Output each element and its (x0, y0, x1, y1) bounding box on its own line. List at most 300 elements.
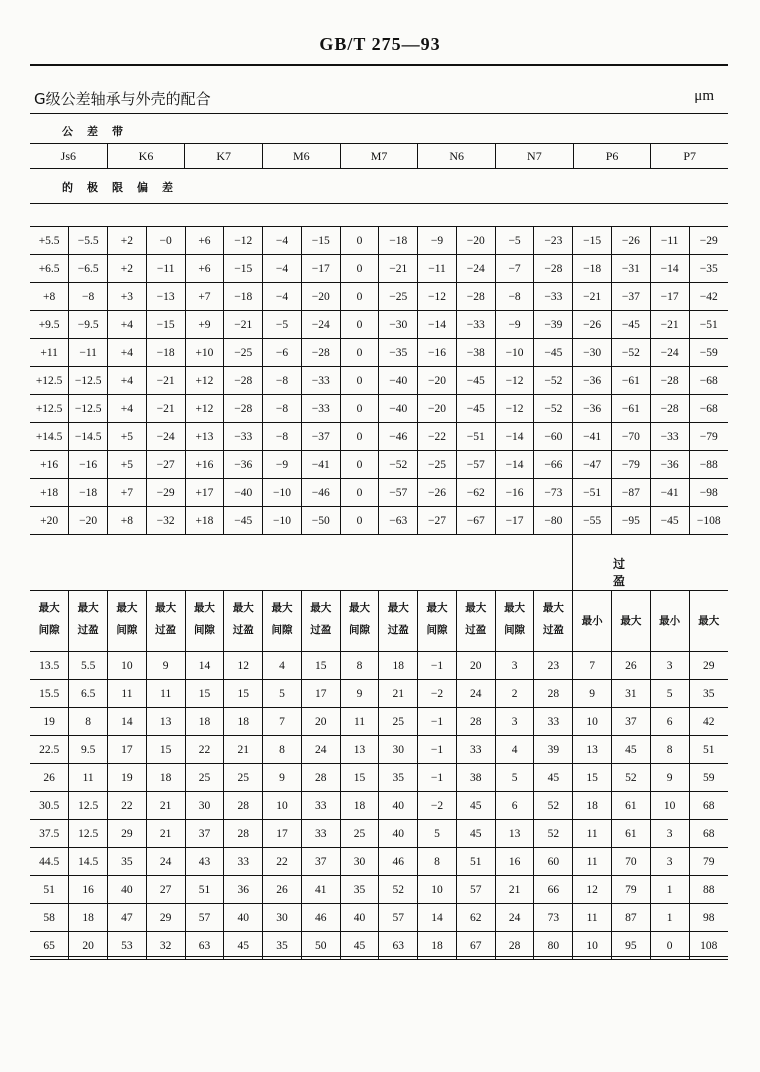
table-cell: −24 (650, 339, 689, 367)
table-cell: 24 (301, 736, 340, 764)
table-cell: 17 (301, 680, 340, 708)
table-cell: 66 (534, 876, 573, 904)
table-cell: −12.5 (69, 395, 108, 423)
table-cell: −33 (301, 395, 340, 423)
table-cell: 0 (340, 311, 379, 339)
table-cell: +2 (108, 255, 147, 283)
table-cell: 59 (689, 764, 728, 792)
table-cell: 0 (340, 507, 379, 535)
table-cell: −11 (418, 255, 457, 283)
table-cell: −12.5 (69, 367, 108, 395)
fit-header-cell (108, 591, 147, 652)
table-cell: −16 (418, 339, 457, 367)
table-cell: 6 (650, 708, 689, 736)
fit-row (30, 820, 728, 848)
fit-header-line: 间隙 (271, 624, 293, 636)
table-cell: 35 (379, 764, 418, 792)
table-cell: 67 (456, 932, 495, 960)
fit-row (30, 680, 728, 708)
table-cell: +13 (185, 423, 224, 451)
table-cell: 9.5 (69, 736, 108, 764)
table-cell: −28 (650, 367, 689, 395)
table-cell: 57 (185, 904, 224, 932)
table-cell: 25 (224, 764, 263, 792)
table-cell: +8 (30, 283, 69, 311)
table-cell: −52 (611, 339, 650, 367)
table-cell: +6.5 (30, 255, 69, 283)
table-cell: −42 (689, 283, 728, 311)
table-cell: −25 (418, 451, 457, 479)
table-cell: 33 (456, 736, 495, 764)
fit-header-line: 最大 (349, 602, 370, 614)
table-cell: −8 (263, 423, 302, 451)
table-cell: 19 (30, 708, 69, 736)
fit-header-line: 最大 (77, 602, 99, 614)
table-cell: +18 (185, 507, 224, 535)
table-cell: 30 (340, 848, 379, 876)
table-cell: −12 (495, 367, 534, 395)
table-cell: −98 (689, 479, 728, 507)
zone-header-cell: P7 (683, 149, 697, 163)
table-cell: −7 (495, 255, 534, 283)
table-cell: 28 (534, 680, 573, 708)
table-cell: 13 (340, 736, 379, 764)
table-cell: −45 (650, 507, 689, 535)
fit-header-cell: 最大 (689, 591, 728, 652)
table-cell: 40 (340, 904, 379, 932)
table-cell: +2 (108, 227, 147, 255)
table-cell: −11 (650, 227, 689, 255)
table-cell: −22 (418, 423, 457, 451)
table-cell: 24 (495, 904, 534, 932)
table-cell: 29 (146, 904, 185, 932)
table-cell: −47 (573, 451, 612, 479)
table-cell: 46 (379, 848, 418, 876)
table-cell: 3 (650, 652, 689, 680)
table-cell: 51 (30, 876, 69, 904)
table-cell: 5 (650, 680, 689, 708)
table-cell: 88 (689, 876, 728, 904)
table-cell: −63 (379, 507, 418, 535)
table-cell: 79 (689, 848, 728, 876)
table-cell: 9 (263, 764, 302, 792)
table-cell: 18 (379, 652, 418, 680)
fit-header-line: 最大 (504, 602, 526, 614)
table-cell: 30 (185, 792, 224, 820)
table-cell: −45 (456, 395, 495, 423)
tolerance-band-label: 公差带 (62, 125, 137, 138)
table-cell: 10 (108, 652, 147, 680)
fit-header-cell (69, 591, 108, 652)
table-cell: +12 (185, 367, 224, 395)
table-cell: 13 (146, 708, 185, 736)
table-cell: 35 (108, 848, 147, 876)
table-cell: 52 (534, 792, 573, 820)
fit-row (30, 764, 728, 792)
table-cell: 4 (263, 652, 302, 680)
table-cell: −73 (534, 479, 573, 507)
table-cell: 40 (224, 904, 263, 932)
table-cell: −45 (611, 311, 650, 339)
table-cell: 25 (379, 708, 418, 736)
table-cell: −39 (534, 311, 573, 339)
table-cell: 14.5 (69, 848, 108, 876)
table-cell: +5 (108, 423, 147, 451)
table-cell: 3 (650, 848, 689, 876)
table-cell: 8 (650, 736, 689, 764)
table-cell: 8 (263, 736, 302, 764)
table-cell: 3 (495, 652, 534, 680)
fit-row (30, 848, 728, 876)
deviation-row (30, 395, 728, 423)
table-cell: −14 (495, 423, 534, 451)
table-cell: 95 (611, 932, 650, 960)
deviation-row (30, 283, 728, 311)
table-cell: +4 (108, 395, 147, 423)
table-cell: −28 (224, 395, 263, 423)
table-cell: −80 (534, 507, 573, 535)
table-cell: 45 (340, 932, 379, 960)
zone-header-cell: N6 (418, 144, 496, 168)
table-cell: −24 (301, 311, 340, 339)
fit-header-cell (263, 591, 302, 652)
table-cell: 17 (263, 820, 302, 848)
table-cell: 0 (340, 395, 379, 423)
table-cell: 20 (456, 652, 495, 680)
table-cell: −70 (611, 423, 650, 451)
table-cell: −24 (456, 255, 495, 283)
table-cell: 0 (340, 479, 379, 507)
fit-row (30, 904, 728, 932)
table-cell: −68 (689, 367, 728, 395)
table-cell: 51 (456, 848, 495, 876)
fit-header-line: 最大 (387, 602, 409, 614)
interference-header-box (572, 535, 729, 590)
table-cell: −52 (379, 451, 418, 479)
table-cell: −61 (611, 367, 650, 395)
table-cell: 11 (573, 820, 612, 848)
table-cell: −46 (379, 423, 418, 451)
table-cell: 8 (340, 652, 379, 680)
table-cell: 53 (108, 932, 147, 960)
table-cell: +4 (108, 367, 147, 395)
table-cell: 25 (340, 820, 379, 848)
table-cell: 61 (611, 792, 650, 820)
table-cell: 13 (573, 736, 612, 764)
table-cell: +5.5 (30, 227, 69, 255)
table-cell: 73 (534, 904, 573, 932)
table-cell: 17 (108, 736, 147, 764)
table-cell: −40 (224, 479, 263, 507)
table-cell: 50 (301, 932, 340, 960)
table-cell: −27 (146, 451, 185, 479)
zone-header-cell: M7 (341, 144, 419, 168)
table-cell: 28 (495, 932, 534, 960)
table-cell: −66 (534, 451, 573, 479)
table-cell: 22 (185, 736, 224, 764)
table-cell: −35 (379, 339, 418, 367)
table-cell: −31 (611, 255, 650, 283)
table-cell: −33 (301, 367, 340, 395)
table-cell: 10 (573, 708, 612, 736)
fit-header-line: 过盈 (387, 624, 409, 636)
table-cell: 6 (495, 792, 534, 820)
table-cell: 39 (534, 736, 573, 764)
table-cell: 9 (573, 680, 612, 708)
fit-header-line: 最大 (116, 602, 138, 614)
table-cell: −8 (263, 395, 302, 423)
fit-header-line: 最大 (465, 602, 487, 614)
table-cell: −2 (418, 792, 457, 820)
table-cell: 1 (650, 904, 689, 932)
deviation-row (30, 339, 728, 367)
table-cell: −41 (650, 479, 689, 507)
table-cell: 68 (689, 820, 728, 848)
table-cell: 12.5 (69, 820, 108, 848)
table-cell: 12.5 (69, 792, 108, 820)
table-cell: −52 (534, 367, 573, 395)
table-cell: −13 (146, 283, 185, 311)
table-cell: 80 (534, 932, 573, 960)
table-cell: 5.5 (69, 652, 108, 680)
table-cell: 61 (611, 820, 650, 848)
table-cell: −15 (146, 311, 185, 339)
table-cell: +9 (185, 311, 224, 339)
fit-header-line: 过盈 (77, 624, 99, 636)
table-cell: −9.5 (69, 311, 108, 339)
fit-header-cell (495, 591, 534, 652)
table-cell: 22 (108, 792, 147, 820)
table-cell: 57 (379, 904, 418, 932)
table-cell: 11 (108, 680, 147, 708)
table-cell: 1 (650, 876, 689, 904)
table-cell: −30 (379, 311, 418, 339)
table-cell: −59 (689, 339, 728, 367)
table-cell: 108 (689, 932, 728, 960)
fit-header-cell: 最小 (573, 591, 612, 652)
table-cell: 30.5 (30, 792, 69, 820)
fit-header-line: 间隙 (426, 624, 448, 636)
table-cell: 9 (650, 764, 689, 792)
table-cell: 15 (301, 652, 340, 680)
table-cell: 40 (379, 792, 418, 820)
table-cell: 15 (224, 680, 263, 708)
interference-label: 过盈 (613, 557, 674, 588)
table-cell: −8 (69, 283, 108, 311)
table-cell: +7 (108, 479, 147, 507)
table-cell: 21 (224, 736, 263, 764)
table-cell: 68 (689, 792, 728, 820)
table-cell: 0 (340, 367, 379, 395)
fit-header-line: 最大 (542, 602, 564, 614)
table-cell: −62 (456, 479, 495, 507)
zone-header-cell: P6 (574, 144, 652, 168)
table-cell: 26 (611, 652, 650, 680)
table-cell: −1 (418, 764, 457, 792)
table-cell: 26 (30, 764, 69, 792)
table-cell: −18 (146, 339, 185, 367)
zone-header-cell: Js6 (30, 144, 108, 168)
table-cell: 11 (573, 848, 612, 876)
table-cell: 29 (689, 652, 728, 680)
table-cell: +20 (30, 507, 69, 535)
table-cell: −17 (301, 255, 340, 283)
table-cell: −60 (534, 423, 573, 451)
table-cell: 10 (650, 792, 689, 820)
table-cell: +12.5 (30, 367, 69, 395)
table-cell: 18 (224, 708, 263, 736)
table-cell: 9 (340, 680, 379, 708)
table-cell: 30 (263, 904, 302, 932)
table-cell: −1 (418, 708, 457, 736)
table-cell: −14 (418, 311, 457, 339)
table-cell: 57 (456, 876, 495, 904)
fit-header-cell (146, 591, 185, 652)
table-cell: −21 (379, 255, 418, 283)
fit-header-line: 间隙 (116, 624, 138, 636)
table-cell: −10 (263, 507, 302, 535)
table-cell: 13 (495, 820, 534, 848)
table-cell: +12.5 (30, 395, 69, 423)
table-cell: 60 (534, 848, 573, 876)
table-cell: −18 (224, 283, 263, 311)
fit-header-line: 间隙 (504, 624, 526, 636)
table-cell: 22.5 (30, 736, 69, 764)
table-cell: +9.5 (30, 311, 69, 339)
table-cell: 13.5 (30, 652, 69, 680)
table-cell: 5 (495, 764, 534, 792)
table-cell: +10 (185, 339, 224, 367)
table-cell: 27 (146, 876, 185, 904)
table-title: G级公差轴承与外壳的配合 (34, 90, 211, 108)
table-cell: −33 (650, 423, 689, 451)
table-cell: 28 (224, 820, 263, 848)
table-cell: −28 (301, 339, 340, 367)
table-cell: 42 (689, 708, 728, 736)
fit-header-cell (418, 591, 457, 652)
table-cell: −68 (689, 395, 728, 423)
table-cell: −108 (689, 507, 728, 535)
table-cell: 41 (301, 876, 340, 904)
table-cell: +8 (108, 507, 147, 535)
table-cell: 18 (418, 932, 457, 960)
top-rule (30, 64, 728, 66)
table-cell: 10 (573, 932, 612, 960)
table-cell: −1 (418, 736, 457, 764)
table-cell: −23 (534, 227, 573, 255)
table-cell: −6.5 (69, 255, 108, 283)
table-cell: 19 (108, 764, 147, 792)
fit-row (30, 652, 728, 680)
table-cell: −24 (146, 423, 185, 451)
table-cell: 18 (340, 792, 379, 820)
table-cell: +18 (30, 479, 69, 507)
table-cell: −51 (456, 423, 495, 451)
table-cell: −50 (301, 507, 340, 535)
table-cell: 47 (108, 904, 147, 932)
table-cell: 33 (301, 792, 340, 820)
table-cell: 45 (456, 792, 495, 820)
fit-header-cell (534, 591, 573, 652)
table-cell: −79 (611, 451, 650, 479)
zone-header-cell: N7 (496, 144, 574, 168)
table-cell: −36 (650, 451, 689, 479)
table-cell: −28 (650, 395, 689, 423)
deviation-row (30, 227, 728, 255)
table-cell: 79 (611, 876, 650, 904)
table-cell: −10 (263, 479, 302, 507)
table-cell: 0 (340, 451, 379, 479)
table-cell: 21 (379, 680, 418, 708)
table-cell: +5 (108, 451, 147, 479)
table-cell: 15 (573, 764, 612, 792)
table-cell: −21 (573, 283, 612, 311)
table-cell: 63 (185, 932, 224, 960)
table-cell: 40 (379, 820, 418, 848)
table-cell: −21 (146, 395, 185, 423)
fit-header-line: 最大 (232, 602, 254, 614)
table-cell: −9 (495, 311, 534, 339)
table-cell: 16 (69, 876, 108, 904)
table-cell: −45 (456, 367, 495, 395)
deviation-row (30, 367, 728, 395)
table-cell: 21 (146, 820, 185, 848)
table-cell: 9 (146, 652, 185, 680)
table-cell: 45 (534, 764, 573, 792)
fit-row (30, 792, 728, 820)
table-cell: 52 (611, 764, 650, 792)
table-cell: −25 (379, 283, 418, 311)
table-cell: −26 (611, 227, 650, 255)
table-cell: 45 (224, 932, 263, 960)
table-cell: 14 (108, 708, 147, 736)
table-cell: −51 (689, 311, 728, 339)
fit-header-cell (30, 591, 69, 652)
table-cell: −29 (146, 479, 185, 507)
deviation-row (30, 451, 728, 479)
fit-header-cell: 最大 (611, 591, 650, 652)
table-cell: 14 (418, 904, 457, 932)
table-cell: 33 (534, 708, 573, 736)
table-cell: 31 (611, 680, 650, 708)
table-cell: −14 (650, 255, 689, 283)
table-cell: 58 (30, 904, 69, 932)
fit-header-line: 最大 (426, 602, 448, 614)
table-cell: −33 (224, 423, 263, 451)
table-cell: 22 (263, 848, 302, 876)
table-cell: −9 (263, 451, 302, 479)
table-cell: 7 (573, 652, 612, 680)
fit-header-cell (379, 591, 418, 652)
table-cell: −12 (224, 227, 263, 255)
table-cell: −21 (146, 367, 185, 395)
table-cell: 18 (146, 764, 185, 792)
table-cell: 33 (224, 848, 263, 876)
deviation-table (30, 226, 728, 535)
table-cell: 36 (224, 876, 263, 904)
table-cell: 0 (340, 283, 379, 311)
table-cell: −15 (573, 227, 612, 255)
table-cell: 0 (650, 932, 689, 960)
fit-header-line: 间隙 (38, 624, 60, 636)
fit-header-cell (301, 591, 340, 652)
table-cell: −52 (534, 395, 573, 423)
table-cell: 8 (69, 708, 108, 736)
table-cell: 43 (185, 848, 224, 876)
table-cell: 20 (301, 708, 340, 736)
table-cell: 3 (650, 820, 689, 848)
fit-header-cell: 最小 (650, 591, 689, 652)
